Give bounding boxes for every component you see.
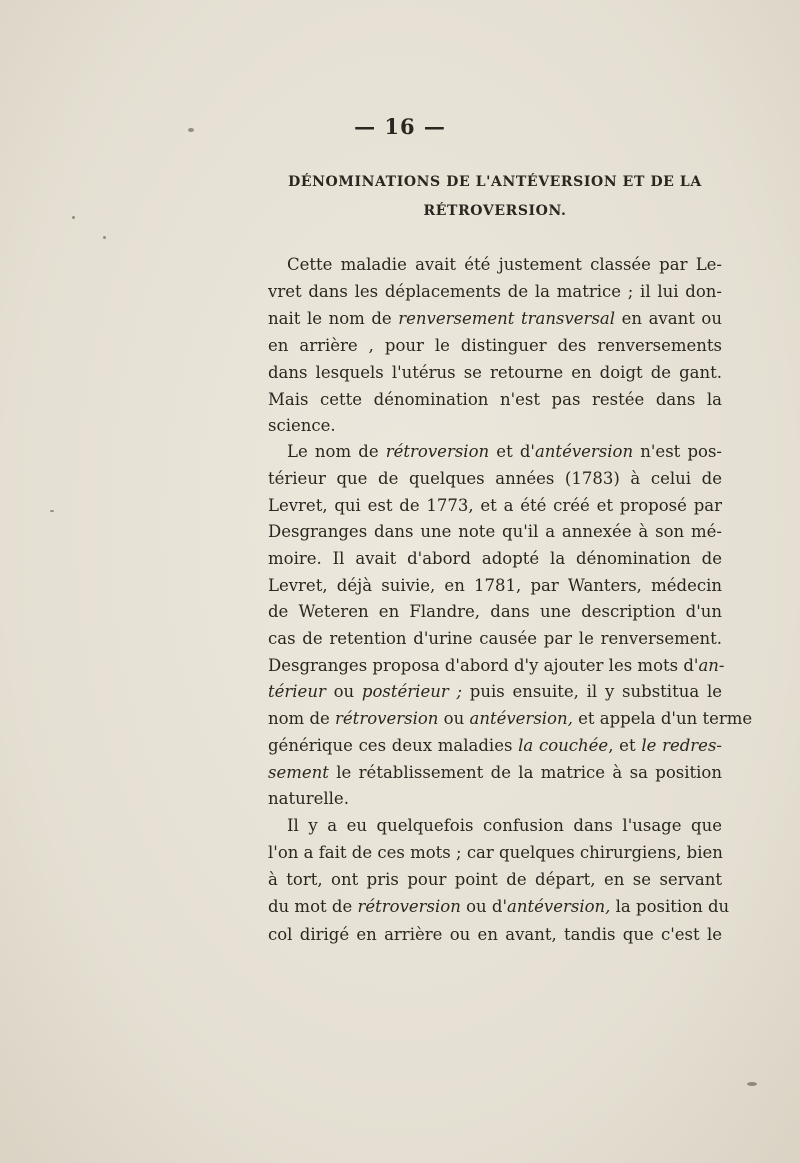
text-line: cas de retention d'urine causée par le renversement. [268,629,722,648]
text-line: Desgranges proposa d'abord d'y ajouter les mots d'an- [268,656,725,675]
text-line: en arrière , pour le distinguer des renversements [268,336,722,355]
paper-speck [50,510,54,512]
section-heading-line-2: RÉTROVERSION. [423,203,567,219]
text-line: l'on a fait de ces mots ; car quelques chirurgiens, bien [268,843,723,862]
text-line: du mot de rétroversion ou d'antéversion, la position du [268,897,730,916]
text-line: Levret, déjà suivie, en 1781, par Wanters, médecin [268,576,722,595]
text-line: sement le rétablissement de la matrice à sa position [268,763,722,782]
text-line: à tort, ont pris pour point de départ, en se servant [268,870,722,889]
text-line: Le nom de rétroversion et d'antéversion n'est pos- [287,442,722,461]
text-line: Levret, qui est de 1773, et a été créé et proposé par [268,496,722,515]
paper-speck [747,1082,757,1086]
paper-speck [188,128,194,132]
text-line: térieur ou postérieur ; puis ensuite, il y substitua le [268,682,722,701]
text-line: Cette maladie avait été justement classée par Le- [287,255,722,274]
text-line: dans lesquels l'utérus se retourne en doigt de gant. [268,363,722,382]
text-line: Mais cette dénomination n'est pas restée dans la [268,390,722,409]
text-line: col dirigé en arrière ou en avant, tandis que c'est le [268,925,722,944]
paper-speck [72,216,75,219]
text-line: nom de rétroversion ou antéversion, et appela d'un terme [268,709,753,728]
text-line: générique ces deux maladies la couchée, et le redres- [268,736,722,755]
page-number: — 16 — [354,114,446,139]
text-line: Il y a eu quelquefois confusion dans l'usage que [287,816,722,835]
text-line: vret dans les déplacements de la matrice ; il lui don- [268,282,722,301]
text-line: térieur que de quelques années (1783) à celui de [268,469,722,488]
text-line: nait le nom de renversement transversal en avant ou [268,309,722,328]
section-heading-line-1: DÉNOMINATIONS DE L'ANTÉVERSION ET DE LA [288,174,702,190]
text-line: Desgranges dans une note qu'il a annexée à son mé- [268,522,722,541]
text-line: science. [268,416,336,435]
text-line: naturelle. [268,789,349,808]
text-line: moire. Il avait d'abord adopté la dénomination de [268,549,722,568]
text-line: de Weteren en Flandre, dans une description d'un [268,602,722,621]
paper-speck [103,236,106,239]
